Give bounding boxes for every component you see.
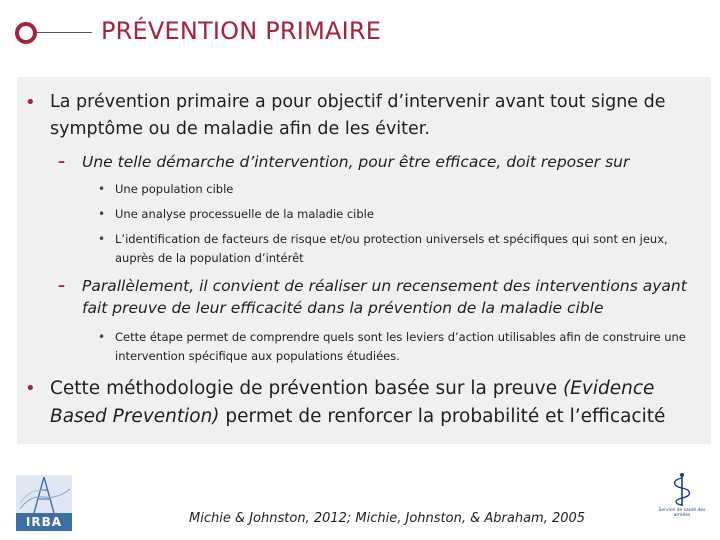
bullet-dot-icon: •: [98, 232, 106, 246]
service-sante-logo: [652, 470, 712, 530]
bullet-dot-icon: •: [98, 182, 106, 196]
bullet-dot-icon: •: [98, 330, 106, 344]
bullet-text-emphasis: (Evidence Based Prevention): [50, 378, 655, 427]
bullet-text-part1: Cette méthodologie de prévention basée sur la preuve: [50, 378, 563, 399]
sub-bullet-text: Une telle démarche d’intervention, pour être efficace, doit reposer sur: [82, 153, 630, 171]
caduceus-icon: [652, 470, 712, 508]
bullet-prevention-primaire: [25, 89, 705, 143]
sub-bullet-demarche: [58, 151, 702, 173]
dash-icon: –: [58, 154, 65, 170]
list-item: [98, 230, 705, 268]
bullet-dot-icon: •: [25, 92, 36, 113]
sub-bullet-recensement: [58, 275, 707, 319]
bullet-evidence-based: [25, 375, 705, 431]
dash-icon: –: [58, 278, 65, 294]
bullet-text-part2: permet de renforcer la probabilité et l’efficacité: [219, 406, 666, 427]
bullet-dot-icon: •: [98, 207, 106, 221]
title-ring-icon: [15, 22, 37, 44]
title-rule: [37, 32, 92, 33]
content-panel: [17, 77, 711, 444]
citation: Michie & Johnston, 2012; Michie, Johnston, & Abraham, 2005: [189, 511, 586, 526]
sub-bullet-text: Parallèlement, il convient de réaliser un recensement des interventions ayant fait preuve de leur efficacité dans la prévention de la maladie cible: [82, 277, 687, 317]
list-item-text: Une population cible: [115, 182, 234, 196]
irba-logo: [16, 475, 72, 533]
slide-title: PRÉVENTION PRIMAIRE: [101, 17, 382, 45]
irba-logo-icon: [16, 475, 72, 513]
irba-logo-text: IRBA: [16, 513, 72, 531]
bullet-dot-icon: •: [25, 378, 36, 399]
list-item-text: Une analyse processuelle de la maladie cible: [115, 207, 374, 221]
list-item: [98, 205, 705, 224]
list-item: [98, 328, 705, 366]
service-sante-text: Service de santé des armées: [658, 508, 706, 518]
list-item: [98, 180, 705, 199]
list-item-text: L’identification de facteurs de risque et/ou protection universels et spécifiques qui sont en jeux, auprès de la population d’intérêt: [115, 232, 668, 265]
list-item-text: Cette étape permet de comprendre quels sont les leviers d’action utilisables afin de construire une intervention spécifique aux populations étudiées.: [115, 330, 686, 363]
bullet-text: La prévention primaire a pour objectif d’intervenir avant tout signe de symptôme ou de maladie afin de les éviter.: [50, 92, 666, 139]
